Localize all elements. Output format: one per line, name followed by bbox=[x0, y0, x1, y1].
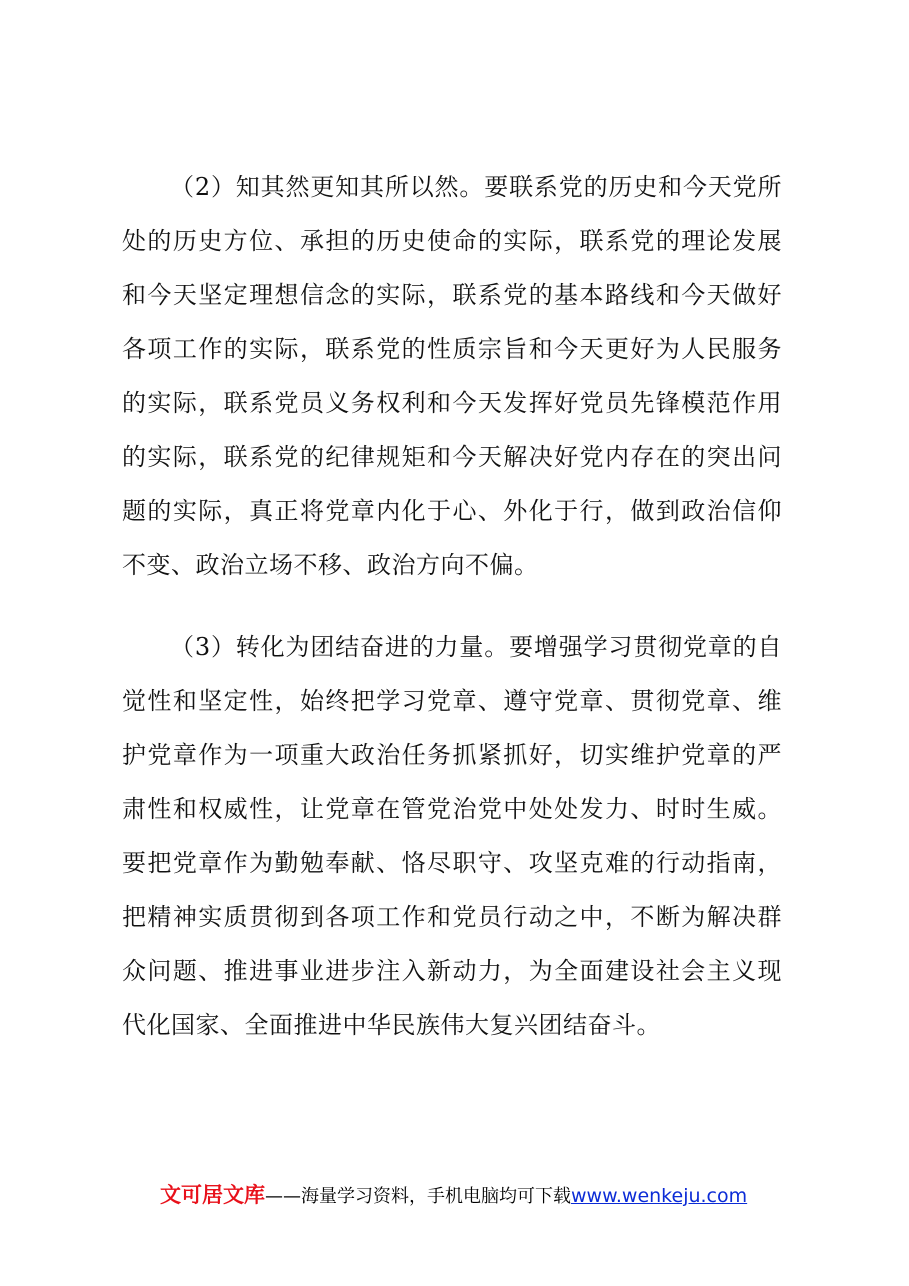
paragraph-2: （2）知其然更知其所以然。要联系党的历史和今天党所处的历史方位、承担的历史使命的实际，联系党的理论发展和今天坚定理想信念的实际，联系党的基本路线和今天做好各项工作的实际，联系党的性质宗旨和今天更好为人民服务的实际，联系党员义务权利和今天发挥好党员先锋模范作用的实际，联系党的纪律规矩和今天解决好党内存在的突出问题的实际，真正将党章内化于心、外化于行，做到政治信仰不变、政治立场不移、政治方向不偏。 bbox=[122, 173, 782, 579]
footer-banner bbox=[160, 1180, 800, 1212]
paragraph-3: （3）转化为团结奋进的力量。要增强学习贯彻党章的自觉性和坚定性，始终把学习党章、遵守党章、贯彻党章、维护党章作为一项重大政治任务抓紧抓好，切实维护党章的严肃性和权威性，让党章在管党治党中处处发力、时时生威。要把党章作为勤勉奉献、恪尽职守、攻坚克难的行动指南，把精神实质贯彻到各项工作和党员行动之中，不断为解决群众问题、推进事业进步注入新动力，为全面建设社会主义现代化国家、全面推进中华民族伟大复兴团结奋斗。 bbox=[122, 633, 782, 1039]
footer-tagline: 海量学习资料，手机电脑均可下载 bbox=[301, 1186, 571, 1207]
footer-separator: —— bbox=[265, 1186, 301, 1207]
footer-website-link[interactable]: www.wenkeju.com bbox=[571, 1185, 748, 1207]
footer-brand: 文可居文库 bbox=[160, 1183, 265, 1207]
document-body bbox=[122, 160, 782, 1052]
